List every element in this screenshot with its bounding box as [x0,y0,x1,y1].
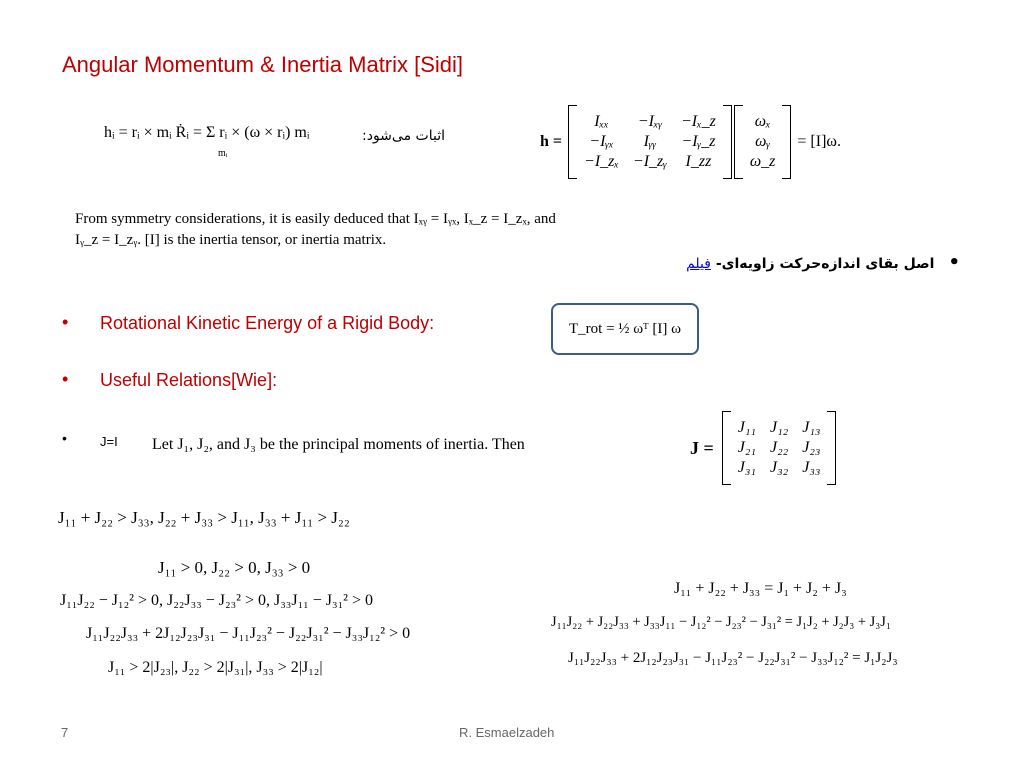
inertia-cell: −Iₓᵧ [637,113,663,130]
omega-vector-table [743,112,783,172]
page-number: 7 [61,725,69,740]
relation-trace: J₁₁ + J₂₂ + J₃₃ = J₁ + J₂ + J₃ [674,580,847,597]
symmetry-line-1: From symmetry considerations, it is easily deduced that Iₓᵧ = Iᵧₓ, Iₓ_z = I_zₓ, and [75,211,556,227]
persian-bullet [600,252,960,273]
j-cell: J₁₃ [802,419,821,436]
inertia-cell: Iₓₓ [594,113,609,130]
inequality-determinant: J₁₁J₂₂J₃₃ + 2J₁₂J₂₃J₃₁ − J₁₁J₂₃² − J₂₂J₃₁² − J₃₃J₁₂² > 0 [86,625,411,642]
equation-h-i [104,124,309,142]
equation-h-i-text: hᵢ = rᵢ × mᵢ Ṙᵢ = Σ rᵢ × (ω × rᵢ) mᵢ [104,124,310,141]
persian-bullet-dot: • [948,252,960,273]
bullet-useful-relations: Useful Relations[Wie]: [100,370,278,390]
inertia-cell: Iᵧᵧ [643,133,657,150]
omega-vector [734,105,792,179]
omega-cell: ωₓ [754,113,771,130]
j-matrix-table [731,418,828,478]
inequality-minors: J₁₁J₂₂ − J₁₂² > 0, J₂₂J₃₃ − J₂₃² > 0, J₃₃J₁₁ − J₃₁² > 0 [60,592,373,609]
j-cell: J₁₂ [770,419,789,436]
inertia-cell: I_zz [685,153,712,170]
inertia-cell: −I_zᵧ [632,153,667,170]
j-cell: J₃₁ [737,459,756,476]
equation-h-left: h = [540,133,563,150]
j-cell: J₃₂ [770,459,789,476]
j-matrix [722,411,837,485]
inequality-sum: J₁₁ + J₂₂ > J₃₃, J₂₂ + J₃₃ > J₁₁, J₃₃ + J₁₁ > J₂₂ [58,508,350,527]
j-cell: J₃₃ [802,459,821,476]
equation-h-i-sum-subscript: mᵢ [218,148,228,159]
bullet-dot: • [62,430,67,446]
relation-determinant: J₁₁J₂₂J₃₃ + 2J₁₂J₂₃J₃₁ − J₁₁J₂₃² − J₂₂J₃₁² − J₃₃J₁₂² = J₁J₂J₃ [568,650,898,666]
inertia-cell: −I_zₓ [584,153,619,170]
inequality-products: J₁₁ > 2|J₂₃|, J₂₂ > 2|J₃₁|, J₃₃ > 2|J₁₂| [108,659,323,676]
j-cell: J₁₁ [737,419,756,436]
equation-h-right: = [I]ω. [797,133,841,150]
inertia-cell: −Iₓ_z [680,113,716,130]
omega-cell: ω_z [749,153,776,170]
inertia-cell: −Iᵧ_z [681,133,716,150]
bullet-dot: • [62,369,69,389]
j-cell: J₂₁ [737,439,756,456]
equation-t-rot: T_rot = ½ ωᵀ [I] ω [569,320,681,337]
persian-bullet-text: اصل بقای اندازه‌حرکت زاویه‌ای- [715,256,935,272]
j-matrix-equation [690,410,836,486]
equation-h-matrix [540,104,841,180]
principal-moments-text: Let J₁, J₂, and J₃ be the principal moments of inertia. Then [152,436,525,453]
j-cell: J₂₃ [802,439,821,456]
inertia-matrix [568,105,732,179]
kinetic-energy-box [551,303,699,355]
bullet-dot: • [62,312,69,332]
j-cell: J₂₂ [770,439,789,456]
persian-proof-label: اثبات می‌شود: [362,128,445,144]
slide-title: Angular Momentum & Inertia Matrix [Sidi] [62,52,464,77]
omega-cell: ωᵧ [755,133,771,150]
inertia-matrix-table [577,112,723,172]
symmetry-line-2: Iᵧ_z = I_zᵧ. [I] is the inertia tensor, or inertia matrix. [75,232,387,248]
inequality-positive: J₁₁ > 0, J₂₂ > 0, J₃₃ > 0 [158,558,311,577]
bullet-j-equals-i: J=I [100,434,118,449]
author-footer: R. Esmaelzadeh [459,725,555,740]
bullet-rotational-kinetic-energy: Rotational Kinetic Energy of a Rigid Body: [100,313,435,333]
film-link[interactable]: فیلم [686,256,711,272]
j-label: J = [690,437,714,458]
relation-second-invariant: J₁₁J₂₂ + J₂₂J₃₃ + J₃₃J₁₁ − J₁₂² − J₂₃² − J₃₁² = J₁J₂ + J₂J₃ + J₃J₁ [551,614,891,630]
inertia-cell: −Iᵧₓ [589,133,614,150]
